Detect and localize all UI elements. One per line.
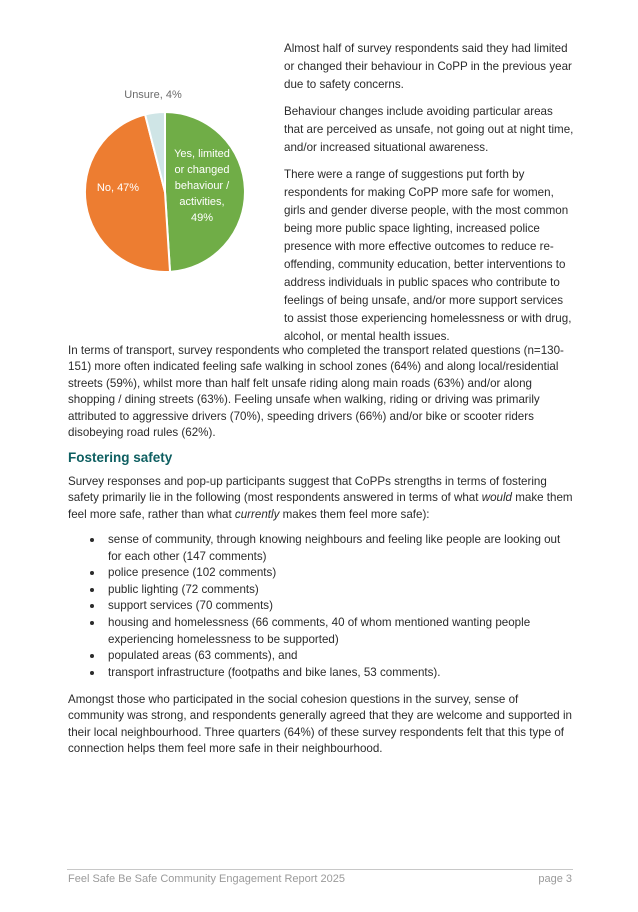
fostering-safety-intro	[68, 474, 576, 523]
footer-divider	[67, 869, 573, 870]
bullet-icon	[90, 588, 94, 592]
list-item	[68, 532, 576, 565]
social-cohesion-section	[68, 692, 576, 758]
list-item-text: populated areas (63 comments), and	[108, 649, 298, 663]
intro-paragraph	[68, 474, 576, 523]
cohesion-paragraph: Amongst those who participated in the social cohesion questions in the survey, sense of community was strong, and respondents generally agreed that they are welcome and supported in their local neighbourhood. Three quarters (64%) of these survey respondents felt that this type of connection helps them feel more safe in their neighbourhood.	[68, 693, 572, 756]
bullet-icon	[90, 604, 94, 608]
list-item	[68, 615, 576, 648]
behaviour-change-pie-chart	[70, 82, 260, 277]
list-item-text: sense of community, through knowing neighbours and feeling like people are looking out for each other (147 comments)	[108, 533, 561, 563]
commentary-paragraph-2: Behaviour changes include avoiding particular areas that are perceived as unsafe, not going out at night time, and/or increased situational awareness.	[284, 105, 574, 154]
list-item	[68, 598, 576, 615]
list-item-text: support services (70 comments)	[108, 599, 273, 613]
bullet-icon	[90, 538, 94, 542]
list-item-text: housing and homelessness (66 comments, 40 of whom mentioned wanting people experiencing homelessness to be supported)	[108, 615, 531, 646]
label-yes-line1: Yes, limited	[174, 148, 230, 160]
commentary-paragraph-3: There were a range of suggestions put forth by respondents for making CoPP more safe for women, girls and gender diverse people, with the most common being more public space lighting, increased police presence with more effective outcomes to reduce re-offending, community education, better interventions to address individuals in public spaces who contribute to feelings of being unsafe, and/or more support services to assist those experiencing homelessness or with drug, alcohol, or mental health issues.	[284, 168, 572, 343]
transport-section	[68, 343, 576, 441]
list-item	[68, 648, 576, 665]
intro-emphasis-currently: currently	[234, 507, 280, 521]
intro-text-2: make them feel more safe, rather than what	[68, 491, 573, 521]
label-unsure: Unsure, 4%	[124, 89, 182, 101]
transport-paragraph: In terms of transport, survey respondents who completed the transport related questions (n=130-151) more often indicated feeling safe walking in school zones (64%) and along local/residential streets (59%), whilst more than half felt unsafe riding along main roads (63%) and/or along shopping / dining streets (63%). Feeling unsafe when walking, riding or driving was primarily attributed to aggressive drivers (70%), speeding drivers (66%) and/or bike or scooter riders disobeying road rules (62%).	[68, 344, 564, 440]
chart-commentary	[284, 40, 574, 355]
commentary-paragraph-1: Almost half of survey respondents said they had limited or changed their behaviour in CoPP in the previous year due to safety concerns.	[284, 42, 572, 91]
bullet-icon	[90, 621, 94, 625]
label-yes-line3: behaviour /	[174, 180, 230, 192]
footer-page-number: page 3	[538, 873, 572, 885]
label-yes-line5: 49%	[190, 212, 214, 224]
intro-text-1: Survey responses and pop-up participants suggest that CoPPs strengths in terms of fostering safety primarily lie in the following (most respondents answered in terms of what	[68, 475, 547, 505]
list-item	[68, 582, 576, 599]
footer-report-title: Feel Safe Be Safe Community Engagement Report 2025	[68, 873, 345, 885]
intro-emphasis-would: would	[481, 491, 512, 505]
pie-chart-graphic	[70, 82, 260, 277]
bullet-icon	[90, 671, 94, 675]
list-item	[68, 665, 576, 682]
label-yes-line2: or changed	[174, 164, 230, 176]
list-item-text: public lighting (72 comments)	[108, 582, 259, 596]
bullet-icon	[90, 654, 94, 658]
list-item-text: police presence (102 comments)	[108, 566, 277, 580]
label-yes-line4: activities,	[179, 196, 225, 208]
list-item	[68, 565, 576, 582]
section-heading: Fostering safety	[68, 450, 173, 465]
label-no: No, 47%	[96, 182, 140, 194]
strengths-list	[68, 532, 576, 681]
bullet-icon	[90, 571, 94, 575]
intro-text-3: makes them feel more safe):	[279, 507, 430, 521]
list-item-text: transport infrastructure (footpaths and bike lanes, 53 comments).	[108, 665, 441, 679]
